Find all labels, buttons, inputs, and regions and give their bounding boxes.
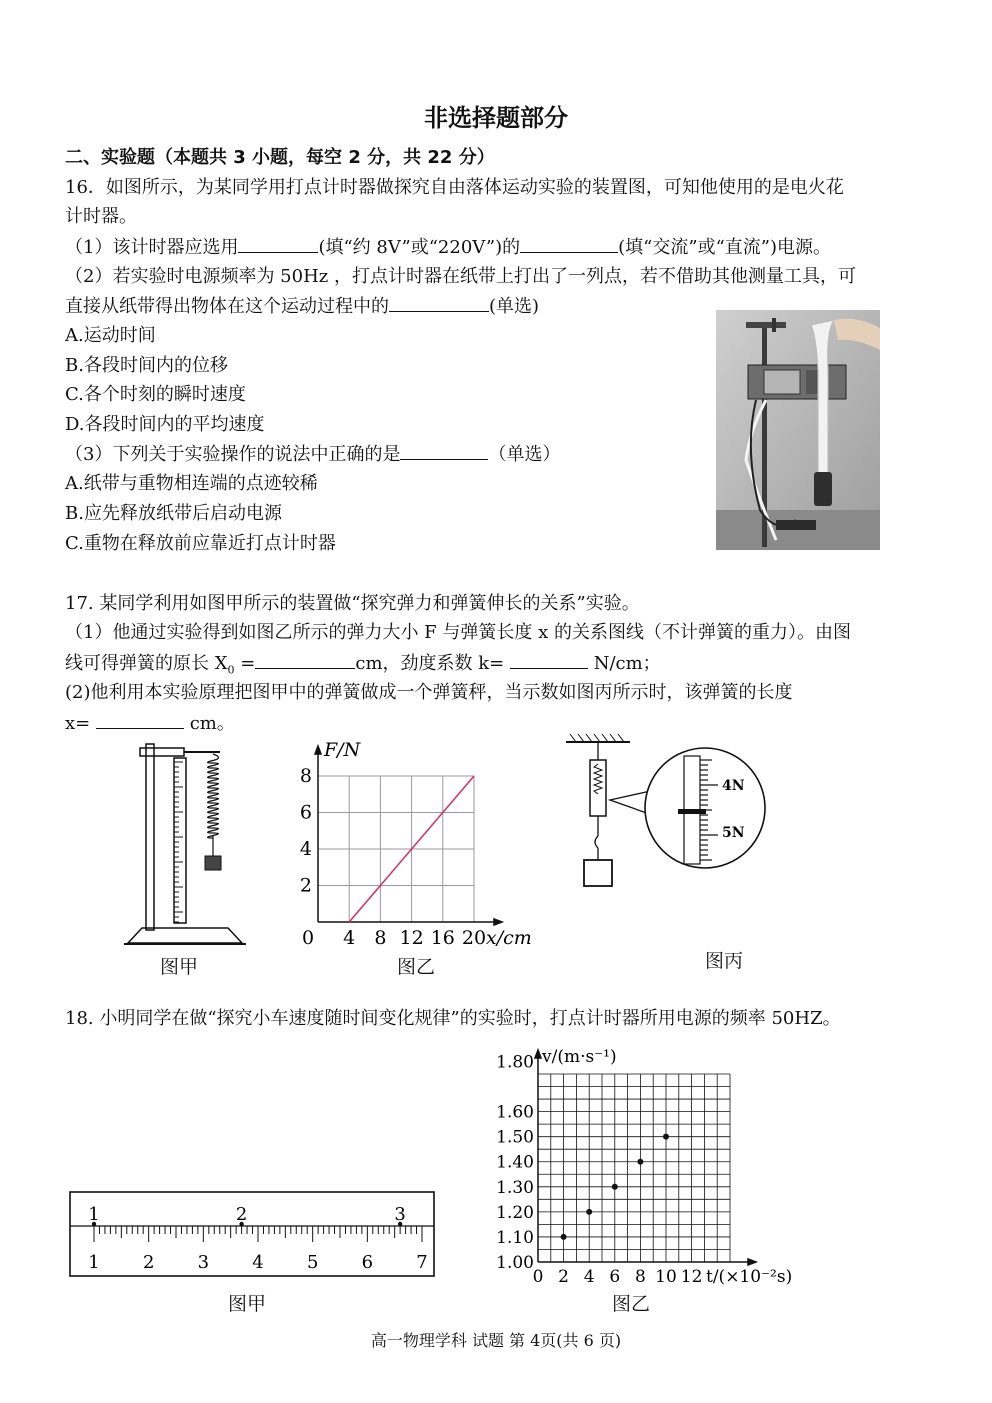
q18-intro: 18. 小明同学在做“探究小车速度随时间变化规律”的实验时，打点计时器所用电源的频率 50HZ。 [65,1008,841,1029]
q17-part1-text-b: = [234,653,256,674]
y-tick-label: 1.60 [496,1102,534,1123]
answer-blank[interactable] [400,441,488,460]
q16-part3-option-a: A.纸带与重物相连端的点迹较稀 [65,473,318,494]
q17-part2-line1: (2)他利用本实验原理把图甲中的弹簧做成一个弹簧秤，当示数如图丙所示时，该弹簧的长度 [65,682,793,703]
tape-point-label: 1 [88,1204,100,1225]
data-point [612,1184,618,1190]
q17-fig-jia-caption: 图甲 [160,956,199,978]
x-tick-label: 0 [532,1267,544,1287]
spring-scale-diagram [560,730,785,900]
q16-intro-line2: 计时器。 [65,206,137,227]
y-tick-label: 4 [299,838,312,860]
q18-fig-jia-caption: 图甲 [228,1293,267,1315]
section-heading: 二、实验题（本题共 3 小题，每空 2 分，共 22 分） [65,147,495,168]
q16-option-a: A.运动时间 [65,325,156,346]
x-tick-label: 4 [343,927,356,949]
x-tick-label: 2 [558,1267,570,1287]
x-tick-label: 6 [609,1267,621,1287]
y-tick-label: 2 [299,874,312,897]
y-tick-label: 6 [299,801,312,824]
q17-subscript: 0 [227,663,235,677]
q16-option-c: C.各个时刻的瞬时速度 [65,384,246,405]
q16-part2-text-b: (单选) [489,296,540,317]
data-point [663,1134,669,1140]
q17-part1-text-a: 线可得弹簧的原长 X [65,653,228,674]
y-tick-label: 1.00 [496,1253,534,1273]
q16-part1-text-a: （1）该计时器应选用 [65,237,239,258]
q17-part1-line2 [65,650,661,684]
answer-blank[interactable] [510,650,588,669]
q16-part1-text-b: (填“约 8V”或“220V”)的 [318,237,521,258]
q17-intro: 17. 某同学利用如图甲所示的装置做“探究弹力和弹簧伸长的关系”实验。 [65,593,640,614]
q18-fig-yi-caption: 图乙 [612,1293,651,1315]
tape-ruler-diagram [68,1190,438,1280]
y-axis-arrow [535,1050,541,1058]
x-tick-label: 0 [301,927,315,949]
ruler-number: 1 [88,1252,100,1273]
ruler-number: 6 [361,1252,374,1273]
answer-blank[interactable] [238,234,318,253]
y-tick-label: 1.80 [496,1052,534,1073]
x-tick-label: 16 [430,927,455,949]
tape-point-label: 2 [235,1204,248,1225]
velocity-time-chart [490,1040,800,1290]
answer-blank[interactable] [389,293,489,312]
q16-part2-text-a: 直接从纸带得出物体在这个运动过程中的 [65,296,389,317]
q16-part3-text-b: （单选） [488,444,561,465]
page-title: 非选择题部分 [424,104,568,132]
q17-part2-text-a: x= [65,713,91,734]
q16-part1 [65,234,831,261]
ruler-number: 2 [142,1252,155,1273]
ruler-number: 3 [197,1252,210,1273]
y-axis-arrow [315,746,321,754]
ruler-number: 5 [306,1252,319,1273]
data-point [561,1234,567,1240]
x-axis-label: x/cm [486,927,532,949]
x-tick-label: 8 [374,927,387,949]
q17-part1-text-d: N/cm； [593,653,661,674]
q17-part2-text-b: cm。 [189,713,235,734]
x-axis-label: t/(×10⁻²s) [706,1267,793,1287]
x-tick-label: 12 [680,1267,703,1287]
spring-stand-diagram [120,738,250,950]
data-point [586,1209,592,1215]
q16-part1-text-c: (填“交流”或“直流”)电源。 [618,237,832,258]
answer-blank[interactable] [96,710,184,729]
q17-part2-line2 [65,710,235,737]
q17-part1-text-c: cm，劲度系数 k= [355,653,505,674]
q16-part2-line1: （2）若实验时电源频率为 50Hz ，打点计时器在纸带上打出了一列点，若不借助其他测量工具，可 [65,266,856,287]
q16-part3 [65,441,560,468]
ruler-number: 7 [416,1252,428,1273]
y-axis-label: v/(m·s⁻¹) [542,1047,617,1067]
page-footer: 高一物理学科 试题 第 4页(共 6 页) [370,1331,622,1350]
tape-point-label: 3 [394,1204,406,1225]
data-point [637,1159,643,1165]
q16-part3-option-b: B.应先释放纸带后启动电源 [65,503,282,524]
force-length-chart [290,738,550,954]
y-tick-label: 1.10 [496,1227,534,1248]
scale-label-5n: 5N [722,825,745,841]
y-tick-label: 1.30 [496,1177,534,1198]
y-tick-label: 1.20 [496,1202,534,1223]
x-tick-label: 10 [655,1267,677,1287]
q16-intro-line1: 16．如图所示，为某同学用打点计时器做探究自由落体运动实验的装置图，可知他使用的是电火花 [65,177,844,198]
q16-part3-option-c: C.重物在释放前应靠近打点计时器 [65,533,336,554]
x-tick-label: 12 [399,927,424,949]
x-tick-label: 8 [634,1267,646,1287]
y-tick-label: 1.40 [496,1152,534,1173]
x-axis-arrow [494,919,502,925]
y-tick-label: 1.50 [496,1127,534,1148]
scale-label-4n: 4N [722,778,745,794]
y-axis-label: F/N [324,739,361,761]
answer-blank[interactable] [255,650,355,669]
q16-part3-text-a: （3）下列关于实验操作的说法中正确的是 [65,444,401,465]
x-tick-label: 20 [461,927,487,949]
y-tick-label: 8 [299,765,312,787]
q17-fig-yi-caption: 图乙 [397,956,436,978]
q16-option-d: D.各段时间内的平均速度 [65,414,265,435]
answer-blank[interactable] [520,234,618,253]
q17-fig-bing-caption: 图丙 [705,950,744,972]
q16-part2-line2 [65,293,539,320]
x-tick-label: 4 [583,1267,595,1287]
q17-part1-line1: （1）他通过实验得到如图乙所示的弹力大小 F 与弹簧长度 x 的关系图线（不计弹簧的重力）。由图 [65,622,851,643]
free-fall-apparatus-photo [716,310,880,550]
ruler-number: 4 [252,1252,264,1273]
q16-option-b: B.各段时间内的位移 [65,355,228,376]
x-axis-arrow [748,1259,756,1265]
